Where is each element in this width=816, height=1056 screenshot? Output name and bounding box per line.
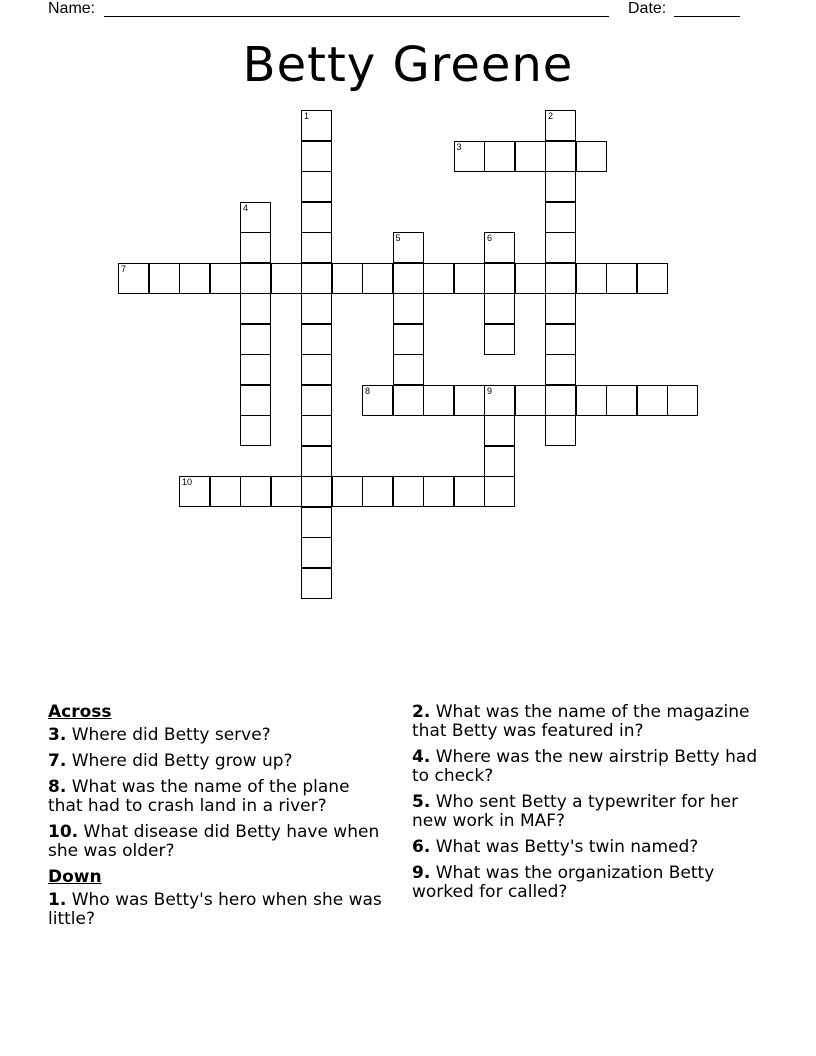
grid-cell[interactable] xyxy=(423,385,454,416)
grid-cell[interactable] xyxy=(484,293,515,324)
grid-cell[interactable] xyxy=(362,385,393,416)
grid-cell[interactable] xyxy=(484,141,515,172)
grid-cell[interactable] xyxy=(484,232,515,263)
grid-cell[interactable] xyxy=(545,293,576,324)
clue-text: Who sent Betty a typewriter for her new work in MAF? xyxy=(412,792,739,831)
grid-cell[interactable] xyxy=(576,263,607,294)
grid-cell[interactable] xyxy=(362,263,393,294)
clue-text: What was Betty's twin named? xyxy=(430,837,699,857)
grid-cell[interactable] xyxy=(484,476,515,507)
grid-cell[interactable] xyxy=(515,141,546,172)
cell-number: 9 xyxy=(487,385,493,396)
clue-item xyxy=(412,703,772,741)
grid-cell[interactable] xyxy=(240,202,271,233)
grid-cell[interactable] xyxy=(393,293,424,324)
grid-cell[interactable] xyxy=(362,476,393,507)
clue-item xyxy=(48,752,388,771)
grid-cell[interactable] xyxy=(301,171,332,202)
grid-cell[interactable] xyxy=(393,354,424,385)
grid-cell[interactable] xyxy=(301,385,332,416)
grid-cell[interactable] xyxy=(332,263,363,294)
grid-cell[interactable] xyxy=(271,476,302,507)
clue-item xyxy=(48,726,388,745)
grid-cell[interactable] xyxy=(301,141,332,172)
grid-cell[interactable] xyxy=(301,293,332,324)
grid-cell[interactable] xyxy=(545,263,576,294)
cell-number: 6 xyxy=(487,233,493,243)
grid-cell[interactable] xyxy=(179,476,210,507)
clues-right-column xyxy=(412,703,772,909)
clue-number: 10. xyxy=(48,822,79,842)
grid-cell[interactable] xyxy=(576,385,607,416)
grid-cell[interactable] xyxy=(484,324,515,355)
grid-cell[interactable] xyxy=(637,385,668,416)
cell-number: 1 xyxy=(304,111,310,121)
grid-cell[interactable] xyxy=(240,324,271,355)
grid-cell[interactable] xyxy=(149,263,180,294)
grid-cell[interactable] xyxy=(515,385,546,416)
cell-number: 2 xyxy=(548,111,554,121)
grid-cell[interactable] xyxy=(210,263,241,294)
grid-cell[interactable] xyxy=(606,263,637,294)
clue-number: 7. xyxy=(48,751,67,771)
grid-cell[interactable] xyxy=(240,354,271,385)
grid-cell[interactable] xyxy=(484,263,515,294)
cell-number: 8 xyxy=(365,385,371,396)
grid-cell[interactable] xyxy=(606,385,637,416)
grid-cell[interactable] xyxy=(240,385,271,416)
grid-cell[interactable] xyxy=(240,415,271,446)
grid-cell[interactable] xyxy=(179,263,210,294)
grid-cell[interactable] xyxy=(545,110,576,141)
clue-number: 9. xyxy=(412,863,431,883)
grid-cell[interactable] xyxy=(210,476,241,507)
grid-cell[interactable] xyxy=(423,263,454,294)
grid-cell[interactable] xyxy=(393,385,424,416)
clue-text: What was the name of the magazine that Betty was featured in? xyxy=(412,702,750,741)
clue-item xyxy=(412,793,772,831)
clue-item xyxy=(48,891,388,929)
grid-cell[interactable] xyxy=(545,171,576,202)
cell-number: 10 xyxy=(182,477,193,487)
grid-cell[interactable] xyxy=(301,476,332,507)
clue-number: 4. xyxy=(412,747,431,767)
grid-cell[interactable] xyxy=(393,324,424,355)
cell-number: 5 xyxy=(395,233,401,243)
cell-number: 4 xyxy=(243,202,249,213)
clue-number: 8. xyxy=(48,777,67,797)
clue-item xyxy=(412,838,772,857)
clue-number: 5. xyxy=(412,792,431,812)
grid-cell[interactable] xyxy=(545,385,576,416)
grid-cell[interactable] xyxy=(545,354,576,385)
grid-cell[interactable] xyxy=(454,141,485,172)
clue-text: Where did Betty serve? xyxy=(66,725,271,745)
grid-cell[interactable] xyxy=(332,476,363,507)
grid-cell[interactable] xyxy=(667,385,698,416)
grid-cell[interactable] xyxy=(393,232,424,263)
grid-cell[interactable] xyxy=(301,354,332,385)
grid-cell[interactable] xyxy=(515,263,546,294)
grid-cell[interactable] xyxy=(454,385,485,416)
grid-cell[interactable] xyxy=(423,476,454,507)
clue-number: 6. xyxy=(412,837,431,857)
grid-cell[interactable] xyxy=(240,293,271,324)
grid-cell[interactable] xyxy=(301,324,332,355)
page-title: Betty Greene xyxy=(242,37,574,93)
clue-text: Who was Betty's hero when she was little? xyxy=(48,890,382,929)
grid-cell[interactable] xyxy=(576,141,607,172)
grid-cell[interactable] xyxy=(393,263,424,294)
grid-cell[interactable] xyxy=(637,263,668,294)
grid-cell[interactable] xyxy=(545,324,576,355)
grid-cell[interactable] xyxy=(393,476,424,507)
date-label: Date: xyxy=(628,0,667,17)
grid-cell[interactable] xyxy=(301,568,332,599)
clue-text: Where did Betty grow up? xyxy=(66,751,293,771)
across-heading: Across xyxy=(48,702,112,722)
clue-number: 1. xyxy=(48,890,67,910)
grid-cell[interactable] xyxy=(484,415,515,446)
clue-item xyxy=(48,778,388,816)
clue-number: 2. xyxy=(412,702,431,722)
grid-cell[interactable] xyxy=(301,415,332,446)
clue-text: What was the organization Betty worked for called? xyxy=(412,863,715,902)
grid-cell[interactable] xyxy=(484,446,515,477)
clue-item xyxy=(412,748,772,786)
clue-item xyxy=(48,823,388,861)
grid-cell[interactable] xyxy=(301,202,332,233)
grid-cell[interactable] xyxy=(454,263,485,294)
grid-cell[interactable] xyxy=(118,263,149,294)
grid-cell[interactable] xyxy=(240,476,271,507)
clue-text: Where was the new airstrip Betty had to check? xyxy=(412,747,758,786)
clues-left-column xyxy=(48,703,388,936)
cell-number: 3 xyxy=(456,141,462,152)
grid-cell[interactable] xyxy=(301,263,332,294)
cell-number: 7 xyxy=(121,263,127,274)
grid-cell[interactable] xyxy=(545,141,576,172)
grid-cell[interactable] xyxy=(545,232,576,263)
grid-cell[interactable] xyxy=(301,232,332,263)
grid-cell[interactable] xyxy=(301,537,332,568)
grid-cell[interactable] xyxy=(240,263,271,294)
clue-text: What disease did Betty have when she was older? xyxy=(48,822,380,861)
clue-number: 3. xyxy=(48,725,67,745)
grid-cell[interactable] xyxy=(545,202,576,233)
clue-item xyxy=(412,864,772,902)
name-label: Name: xyxy=(48,0,96,17)
grid-cell[interactable] xyxy=(301,110,332,141)
grid-cell[interactable] xyxy=(301,507,332,538)
grid-cell[interactable] xyxy=(454,476,485,507)
grid-cell[interactable] xyxy=(545,415,576,446)
clue-text: What was the name of the plane that had to crash land in a river? xyxy=(48,777,350,816)
grid-cell[interactable] xyxy=(240,232,271,263)
grid-cell[interactable] xyxy=(484,385,515,416)
down-heading: Down xyxy=(48,867,102,887)
grid-cell[interactable] xyxy=(301,446,332,477)
grid-cell[interactable] xyxy=(271,263,302,294)
